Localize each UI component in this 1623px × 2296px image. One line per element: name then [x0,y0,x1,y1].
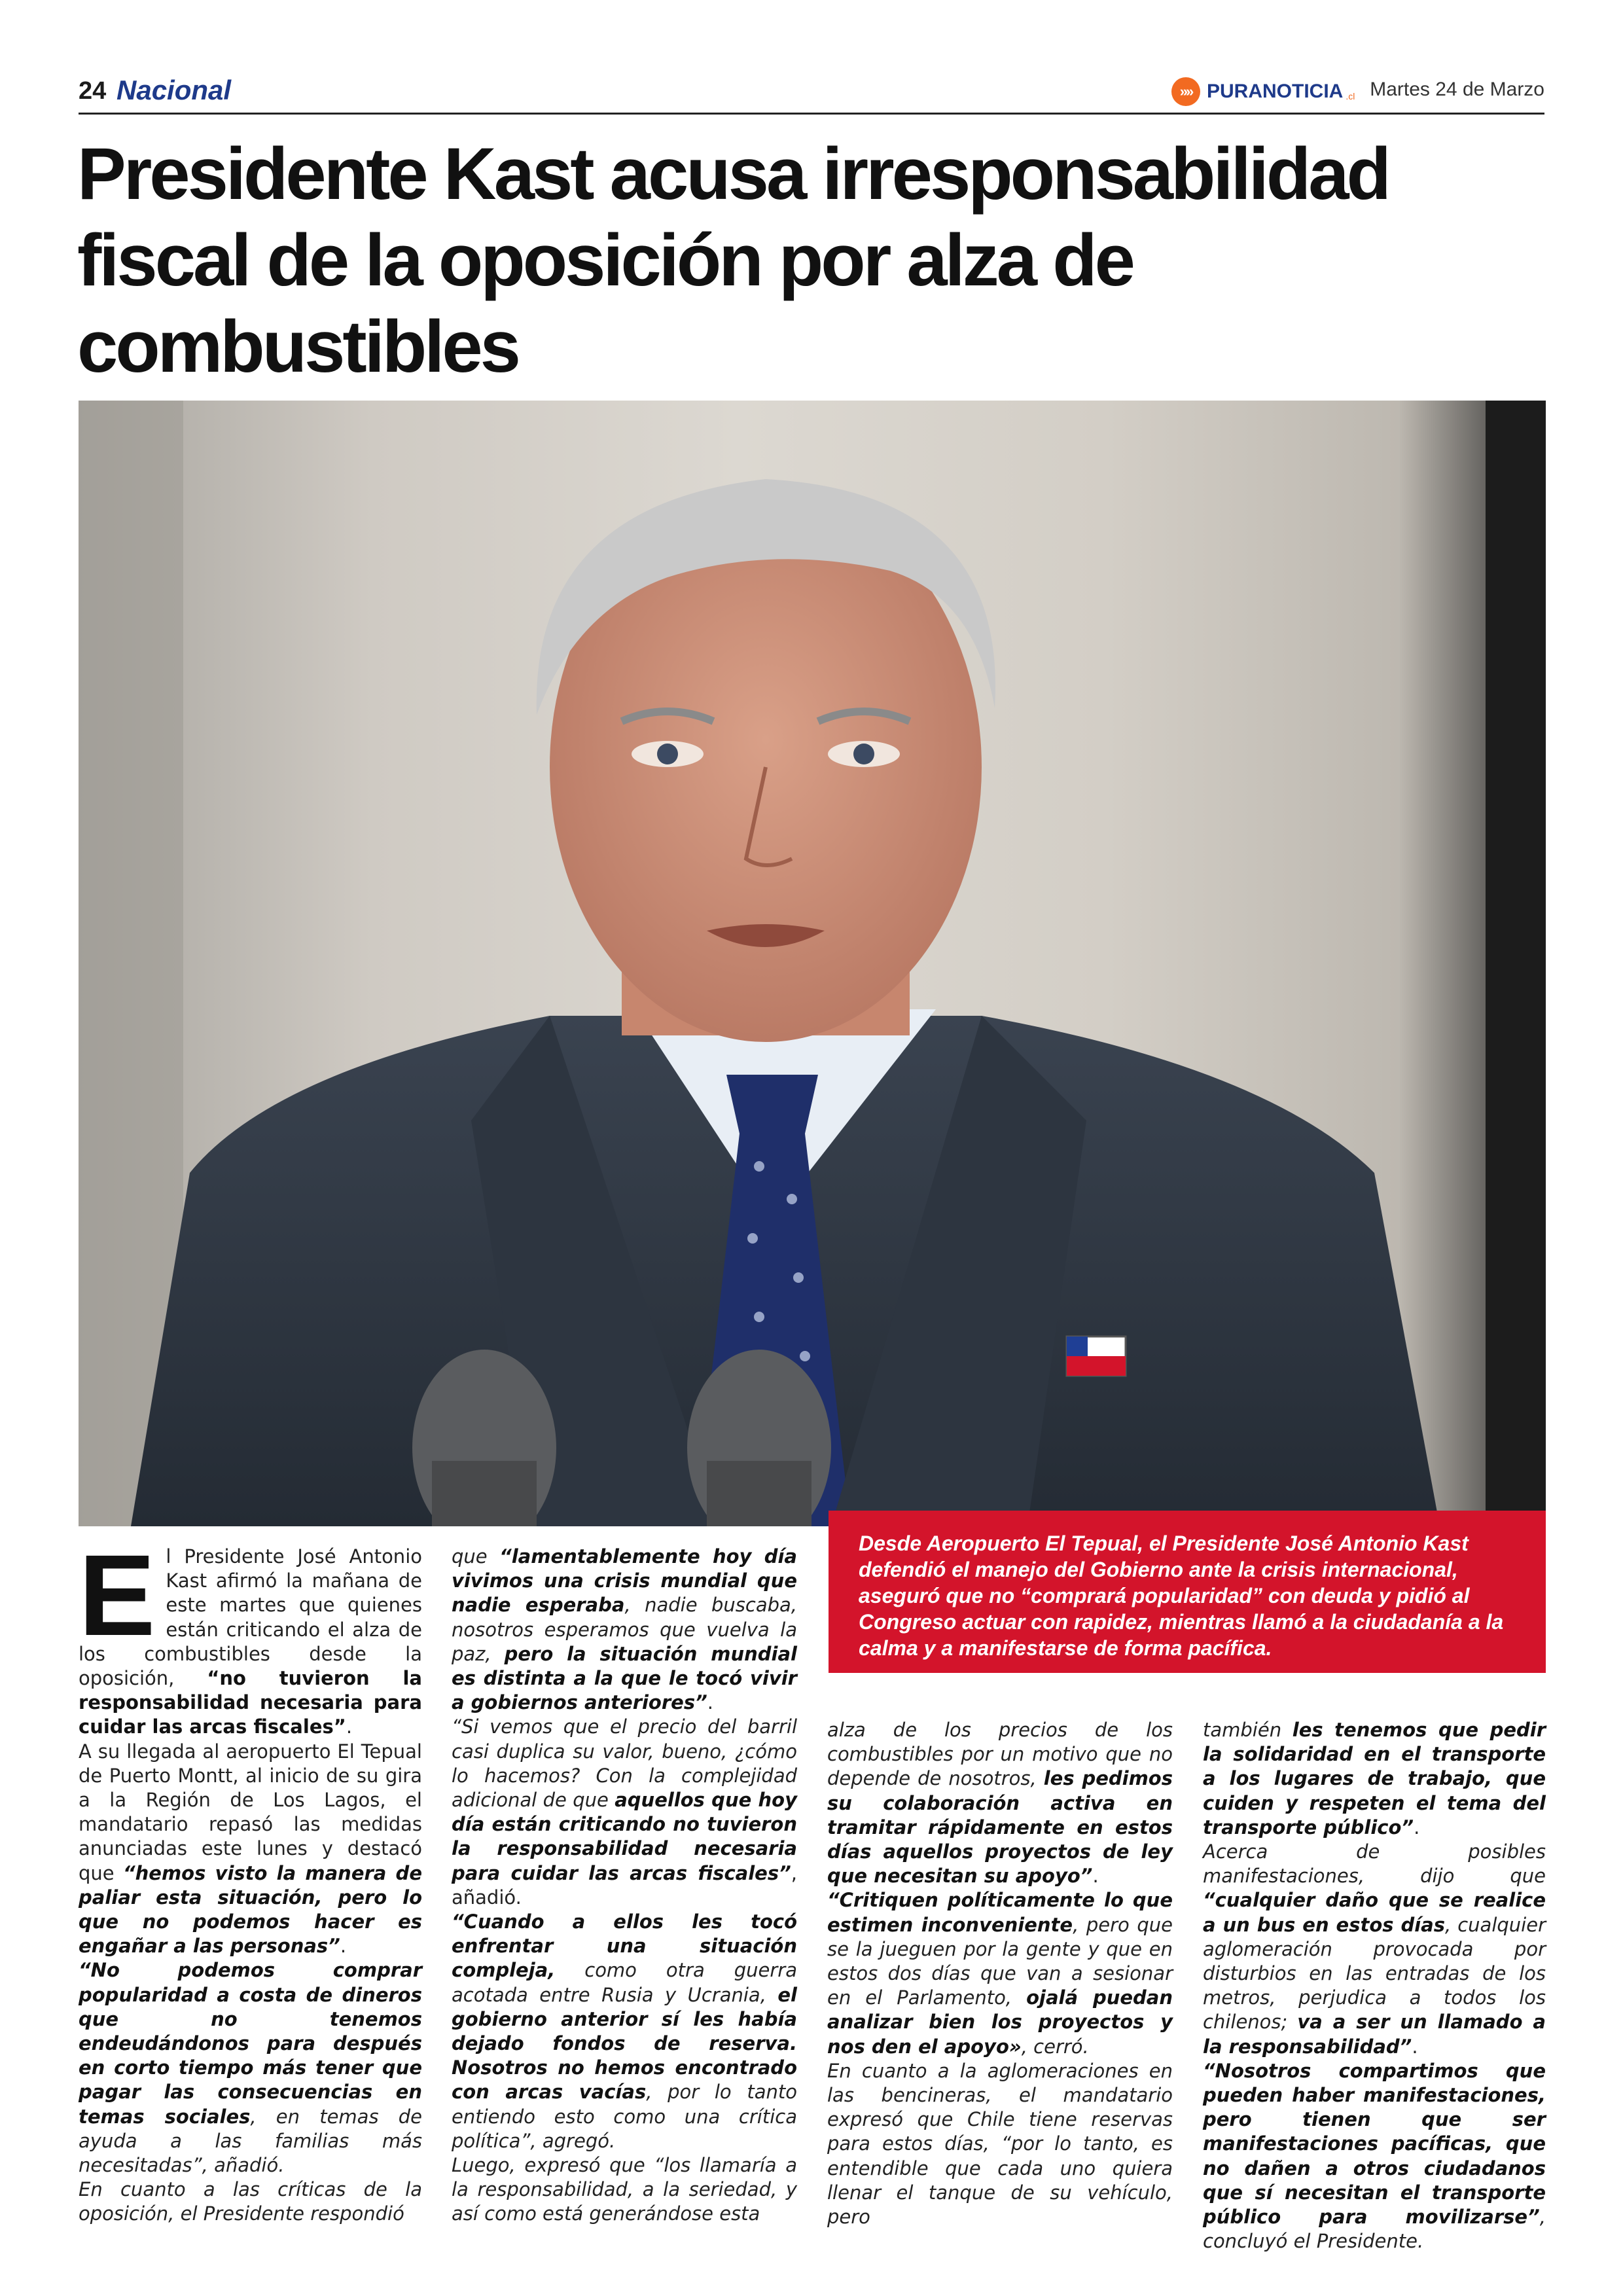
paragraph: l Presidente José Antonio Kast afirmó la mañana de este martes que quienes están criticando el alza de los combustibles desde la oposición, “no tuvieron la responsabilidad necesaria para cuidar las arcas fiscales”. [79,1545,422,1738]
paragraph: que “lamentablemente hoy día vivimos una crisis mundial que nadie esperaba, nadie buscaba, nosotros esperamos que vuelva la paz, pero la situación mundial es distinta a la que le tocó vivir a gobiernos anteriores”. [452,1545,797,1714]
logo-chevrons-icon: »» [1171,77,1200,106]
issue-date: Martes 24 de Marzo [1370,79,1544,100]
article-column-1 [79,1532,422,2227]
article-headline: Presidente Kast acusa irresponsabilidad fiscal de la oposición por alza de combustibles [77,133,1389,387]
paragraph: “Nosotros compartimos que pueden haber manifestaciones, pero tienen que ser manifestaciones pacíficas, que no dañen a otros ciudadanos que sí necesitan el transporte público para movilizarse”, concluyó el Presidente. [1203,2059,1546,2253]
paragraph: “Critiquen políticamente lo que estimen inconveniente, pero que se la jueguen por la gente y que en estos dos días que van a sesionar en el Parlamento, ojalá puedan analizar bien los proyectos y nos den el apoyo», cerró. [827,1889,1173,2058]
paragraph: “No podemos comprar popularidad a costa de dineros que no tenemos endeudándonos para después en corto tiempo más tener que pagar las consecuencias en temas sociales, en temas de ayuda a las familias más necesitadas”, añadió. [79,1959,422,2177]
paragraph: “Cuando a ellos les tocó enfrentar una situación compleja, como otra guerra acotada entre Rusia y Ucrania, el gobierno anterior sí les había dejado fondos de reserva. Nosotros no hemos encontrado con arcas vacías, por lo tanto entiendo esto como una crítica política”, agregó. [452,1910,797,2152]
header-divider [79,113,1544,115]
logo-suffix: .cl [1346,91,1355,101]
article-photo [79,401,1546,1526]
drop-cap: E [79,1532,156,1660]
article-callout: Desde Aeropuerto El Tepual, el Presidente José Antonio Kast defendió el manejo del Gobierno ante la crisis internacional, aseguró que no “comprará popularidad” con deuda y pidió al Congreso actuar con rapidez, mientras llamó a la ciudadanía a la calma y a manifestarse de forma pacífica. [829,1511,1546,1673]
paragraph: también les tenemos que pedir la solidaridad en el transporte a los lugares de trabajo, que cuiden y respeten el tema del transporte público”. [1203,1719,1546,1839]
paragraph: En cuanto a las críticas de la oposición, el Presidente respondió [79,2178,422,2225]
puranoticia-logo[interactable] [1171,75,1355,109]
article-column-2 [452,1545,797,2227]
article-column-3 [827,1718,1173,2229]
president-portrait-illustration [79,401,1546,1526]
paragraph: alza de los precios de los combustibles por un motivo que no depende de nosotros, les pedimos su colaboración activa en tramitar rápidamente en estos días aquellos proyectos de ley que necesitan su apoyo”. [827,1719,1173,1888]
article-column-4 [1203,1718,1546,2253]
paragraph: “Si vemos que el precio del barril casi duplica su valor, bueno, ¿cómo lo hacemos? Con la complejidad adicional de que aquellos que hoy día están criticando no tuvieron la responsabilidad necesaria para cuidar las arcas fiscales”, añadió. [452,1715,797,1909]
paragraph: A su llegada al aeropuerto El Tepual de Puerto Montt, al inicio de su gira a la Región de Los Lagos, el mandatario repasó las medidas anunciadas este lunes y destacó que “hemos visto la manera de paliar esta situación, pero lo que no podemos hacer es engañar a las personas”. [79,1740,422,1958]
paragraph: Acerca de posibles manifestaciones, dijo que “cualquier daño que se realice a un bus en estos días, cualquier aglomeración provocada por disturbios en las entradas de los metros, perjudica a todos los chilenos; va a ser un llamado a la responsabilidad”. [1203,1840,1546,2058]
paragraph: Luego, expresó que “los llamaría a la responsabilidad, a la seriedad, y así como está generándose esta [452,2154,797,2225]
logo-text: PURANOTICIA [1207,81,1344,102]
section-label: Nacional [116,75,232,105]
page-number: 24 [79,77,107,105]
paragraph: En cuanto a la aglomeraciones en las bencineras, el mandatario expresó que Chile tiene reservas para estos días, “por lo tanto, es entendible que cada uno quiera llenar el tanque de su vehículo, pero [827,2059,1173,2229]
